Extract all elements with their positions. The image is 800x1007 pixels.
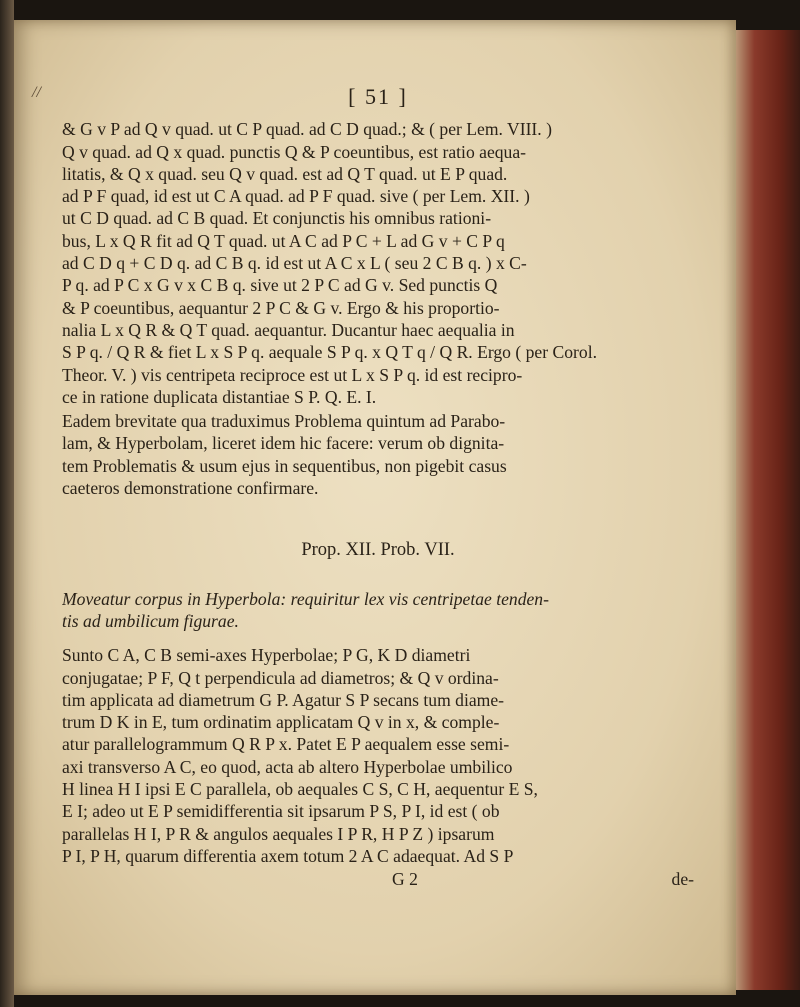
text-line: caeteros demonstratione confirmare. xyxy=(62,478,319,499)
text-line: litatis, & Q x quad. seu Q v quad. est ad Q T quad. ut E P quad. xyxy=(62,163,508,184)
signature-mark: G 2 xyxy=(392,869,418,890)
text-line: ad C D q + C D q. ad C B q. id est ut A C x L ( seu 2 C B q. ) x C- xyxy=(62,253,527,274)
text-line: nalia L x Q R & Q T quad. aequantur. Ducantur haec aequalia in xyxy=(62,319,515,340)
text-line: Theor. V. ) vis centripeta reciproce est ut L x S P q. id est recipro- xyxy=(62,364,523,385)
text-line: trum D K in E, tum ordinatim applicatam Q v in x, & comple- xyxy=(62,712,500,733)
paragraph-1 xyxy=(62,118,694,408)
text-line: & P coeuntibus, aequantur 2 P C & G v. Ergo & his proportio- xyxy=(62,297,500,318)
page-footer xyxy=(62,868,694,890)
text-line: Sunto C A, C B semi-axes Hyperbolae; P G, K D diametri xyxy=(62,645,471,666)
text-line: tim applicata ad diametrum G P. Agatur S P secans tum diame- xyxy=(62,689,505,710)
text-line-fraction: S P q. / Q R & fiet L x S P q. aequale S P q. x Q T q / Q R. Ergo ( per Corol. xyxy=(62,342,597,363)
text-line: ce in ratione duplicata distantiae S P. Q. E. I. xyxy=(62,386,377,407)
text-line: & G v P ad Q v quad. ut C P quad. ad C D quad.; & ( per Lem. VIII. ) xyxy=(62,119,552,140)
paragraph-3 xyxy=(62,644,694,867)
text-line: E I; adeo ut E P semidifferentia sit ipsarum P S, P I, id est ( ob xyxy=(62,801,500,822)
paragraph-2 xyxy=(62,410,694,499)
catchword: de- xyxy=(671,869,694,890)
proposition-statement xyxy=(62,588,694,633)
text-line: Eadem brevitate qua traduximus Problema quintum ad Parabo- xyxy=(62,411,506,432)
page-number: [ 51 ] xyxy=(348,84,408,109)
text-line: atur parallelogrammum Q R P x. Patet E P aequalem esse semi- xyxy=(62,734,510,755)
text-line: lam, & Hyperbolam, liceret idem hic facere: verum ob dignita- xyxy=(62,433,505,454)
page xyxy=(14,20,736,995)
text-line: bus, L x Q R fit ad Q T quad. ut A C ad P C + L ad G v + C P q xyxy=(62,230,505,251)
text-line: P q. ad P C x G v x C B q. sive ut 2 P C ad G v. Sed punctis Q xyxy=(62,275,498,296)
text-line: axi transverso A C, eo quod, acta ab altero Hyperbolae umbilico xyxy=(62,756,513,777)
text-line: Q v quad. ad Q x quad. punctis Q & P coeuntibus, est ratio aequa- xyxy=(62,141,527,162)
text-line: P I, P H, quarum differentia axem totum 2 A C adaequat. Ad S P xyxy=(62,845,514,866)
page-text xyxy=(62,86,694,891)
margin-mark: // xyxy=(32,84,41,101)
text-line: ad P F quad, id est ut C A quad. ad P F quad. sive ( per Lem. XII. ) xyxy=(62,186,530,207)
text-line: ut C D quad. ad C B quad. Et conjunctis his omnibus rationi- xyxy=(62,208,492,229)
text-line: tis ad umbilicum figurae. xyxy=(62,610,239,631)
text-line: conjugatae; P F, Q t perpendicula ad diametros; & Q v ordina- xyxy=(62,667,499,688)
book-cover-edge xyxy=(0,0,14,1007)
text-line: parallelas H I, P R & angulos aequales I P R, H P Z ) ipsarum xyxy=(62,823,495,844)
page-stack-edge xyxy=(730,30,800,990)
text-line: H linea H I ipsi E C parallela, ob aequales C S, C H, aequentur E S, xyxy=(62,779,538,800)
text-line: tem Problematis & usum ejus in sequentibus, non pigebit casus xyxy=(62,455,507,476)
proposition-heading: Prop. XII. Prob. VII. xyxy=(301,540,455,561)
text-line: Moveatur corpus in Hyperbola: requiritur lex vis centripetae tenden- xyxy=(62,588,549,609)
